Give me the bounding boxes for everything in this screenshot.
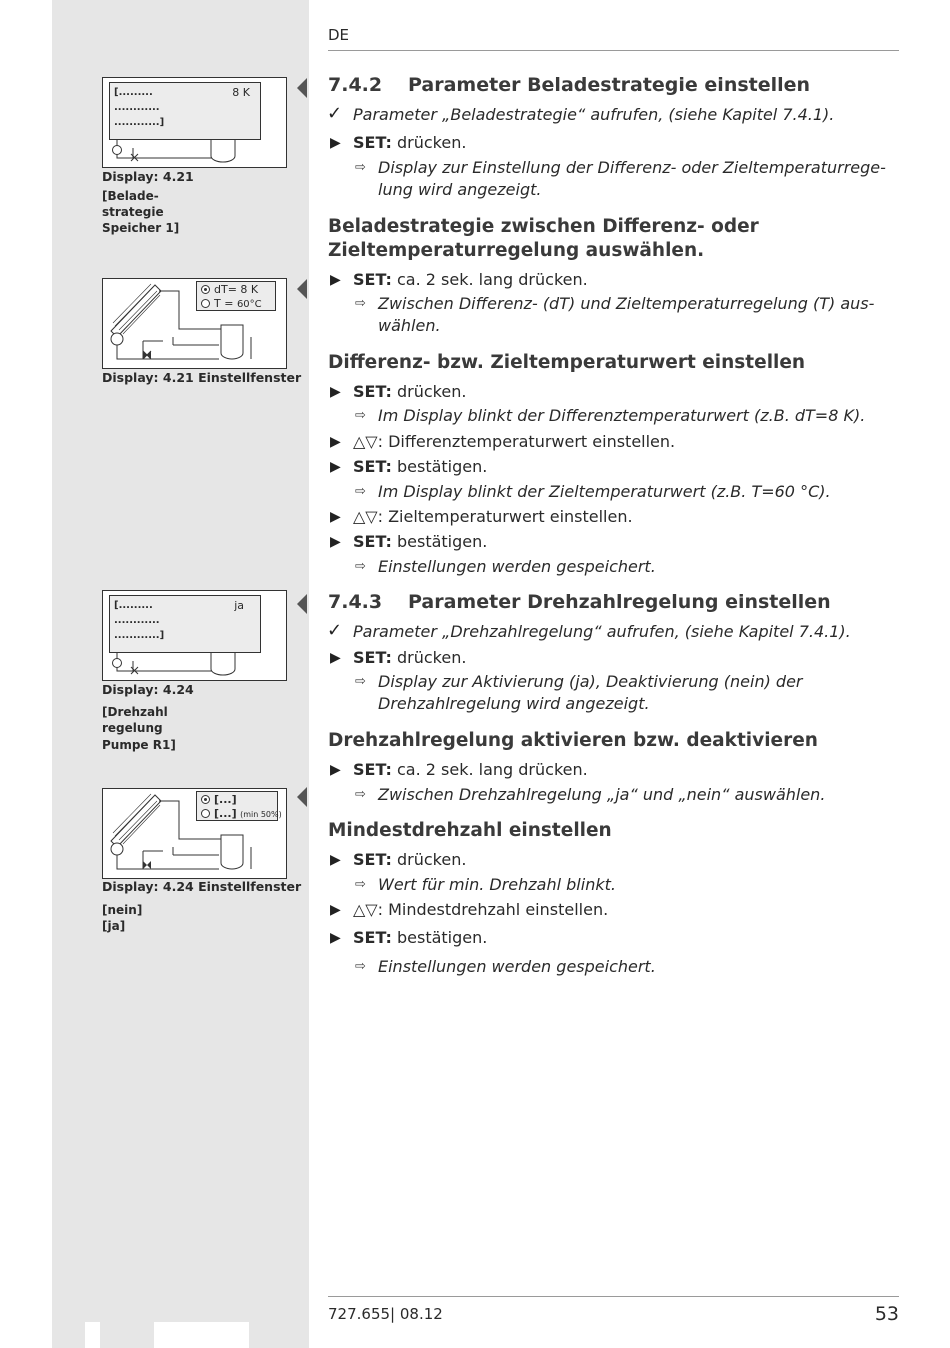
key-label: SET:: [353, 532, 392, 551]
display-4-24-settings: [102, 788, 287, 879]
pointer-arrow-icon: [297, 279, 307, 299]
step-arrow-icon: ▶: [330, 534, 341, 550]
subsection-heading: Differenz- bzw. Zieltemperaturwert einstellen: [328, 352, 806, 373]
footer-divider: [328, 1296, 899, 1297]
option-label: T =: [214, 297, 234, 310]
checkmark-icon: ✓: [327, 103, 343, 124]
document-number: 727.655| 08.12: [328, 1305, 443, 1323]
display-note-line: [Belade-: [102, 189, 159, 203]
key-label: SET:: [353, 457, 392, 476]
screen-line-3: ............]: [114, 117, 165, 128]
step-text: [353, 431, 675, 453]
subsection-heading: Mindestdrehzahl einstellen: [328, 820, 612, 841]
up-down-arrows-icon: △▽: [353, 432, 378, 451]
section-heading-7-4-2: [328, 74, 810, 96]
option-dt[interactable]: [201, 283, 258, 296]
step-arrow-icon: ▶: [330, 852, 341, 868]
step-arrow-icon: ▶: [330, 384, 341, 400]
step-description: bestätigen.: [391, 532, 488, 551]
result-arrow-icon: ⇨: [355, 559, 366, 574]
step-arrow-icon: ▶: [330, 930, 341, 946]
key-label: SET:: [353, 133, 392, 152]
option-label: dT=: [214, 283, 237, 296]
step-text: [353, 456, 487, 478]
result-text: Einstellungen werden gespeichert.: [378, 557, 656, 576]
result-text: Display zur Aktivierung (ja), Deaktivierung (nein) der Drehzahlregelung wird angezeigt.: [378, 672, 803, 713]
option-value: 60°C: [236, 299, 262, 310]
section-title: Parameter Drehzahlregelung einstellen: [408, 591, 831, 613]
screen-line-1: [.........: [114, 87, 153, 98]
key-label: SET:: [353, 850, 392, 869]
step-description: ca. 2 sek. lang drücken.: [391, 760, 588, 779]
step-arrow-icon: ▶: [330, 509, 341, 525]
subsection-heading: Drehzahlregelung aktivieren bzw. deaktivieren: [328, 730, 818, 751]
pointer-arrow-icon: [297, 78, 307, 98]
display-note-line: [ja]: [102, 919, 126, 933]
radio-unselected-icon: [201, 809, 210, 818]
option-label: [...]: [214, 807, 237, 820]
step-arrow-icon: ▶: [330, 135, 341, 151]
step-text: [353, 899, 608, 921]
step-description: drücken.: [391, 382, 467, 401]
result-arrow-icon: ⇨: [355, 160, 366, 175]
section-heading-7-4-3: [328, 591, 831, 613]
step-text: [353, 531, 487, 553]
result-arrow-icon: ⇨: [355, 296, 366, 311]
option-1[interactable]: [201, 793, 237, 806]
step-description: bestätigen.: [391, 928, 488, 947]
display-note-line: Pumpe R1]: [102, 738, 176, 752]
display-note-line: strategie: [102, 205, 164, 219]
step-text: [353, 927, 487, 949]
checkmark-icon: ✓: [327, 620, 343, 641]
option-2[interactable]: [201, 807, 282, 820]
result-arrow-icon: ⇨: [355, 877, 366, 892]
option-extra: (min 50%): [240, 810, 282, 819]
option-panel: [196, 791, 282, 821]
step-arrow-icon: ▶: [330, 434, 341, 450]
result-arrow-icon: ⇨: [355, 959, 366, 974]
display-note-line: [nein]: [102, 903, 143, 917]
display-4-24: [102, 590, 287, 681]
radio-unselected-icon: [201, 299, 210, 308]
key-label: SET:: [353, 382, 392, 401]
key-label: SET:: [353, 760, 392, 779]
section-title: Parameter Beladestrategie einstellen: [408, 74, 811, 96]
step-arrow-icon: ▶: [330, 650, 341, 666]
screen-line-2: ............: [114, 102, 160, 113]
step-arrow-icon: ▶: [330, 902, 341, 918]
screen-line-1: [.........: [114, 600, 153, 611]
result-text: Wert für min. Drehzahl blinkt.: [378, 875, 616, 894]
result-text: Im Display blinkt der Zieltemperaturwert (z.B. T=60 °C).: [378, 482, 831, 501]
step-text: [353, 759, 588, 781]
display-caption: Display: 4.24: [102, 682, 194, 697]
step-text: [353, 132, 466, 154]
step-text: [353, 647, 466, 669]
step-description: bestätigen.: [391, 457, 488, 476]
step-description: drücken.: [391, 133, 467, 152]
option-label: [...]: [214, 793, 237, 806]
screen-value: ja: [234, 599, 244, 612]
result-arrow-icon: ⇨: [355, 674, 366, 689]
page-number: 53: [874, 1303, 899, 1325]
option-value: 8 K: [240, 283, 259, 296]
result-text: Einstellungen werden gespeichert.: [378, 957, 656, 976]
display-screen: [109, 82, 261, 140]
display-screen: [109, 595, 261, 653]
display-note-line: regelung: [102, 721, 163, 735]
option-t[interactable]: [201, 297, 262, 310]
up-down-arrows-icon: △▽: [353, 900, 378, 919]
display-4-21-settings: [102, 278, 287, 369]
radio-selected-icon: [201, 285, 210, 294]
result-text: Display zur Einstellung der Differenz- oder Zieltemperaturregelung wird angezeigt.: [378, 158, 886, 199]
step-text: [353, 269, 588, 291]
footer-strip: [85, 1322, 100, 1348]
result-text: Zwischen Drehzahlregelung „ja“ und „nein“ auswählen.: [378, 785, 826, 804]
step-description: : Mindestdrehzahl einstellen.: [377, 900, 609, 919]
key-label: SET:: [353, 928, 392, 947]
step-description: drücken.: [391, 850, 467, 869]
step-arrow-icon: ▶: [330, 762, 341, 778]
screen-line-3: ............]: [114, 630, 165, 641]
step-description: drücken.: [391, 648, 467, 667]
step-description: : Differenztemperaturwert einstellen.: [377, 432, 676, 451]
display-note-line: Speicher 1]: [102, 221, 180, 235]
step-text: [353, 381, 466, 403]
step-text: [353, 849, 466, 871]
precondition-text: Parameter „Drehzahlregelung“ aufrufen, (siehe Kapitel 7.4.1).: [353, 622, 851, 641]
result-text: Im Display blinkt der Differenztemperaturwert (z.B. dT=8 K).: [378, 406, 866, 425]
result-arrow-icon: ⇨: [355, 787, 366, 802]
step-text: [353, 506, 633, 528]
display-caption: Display: 4.24 Einstellfenster: [102, 879, 302, 894]
section-number: 7.4.2: [328, 74, 383, 96]
display-4-21: [102, 77, 287, 168]
subsection-heading: Beladestrategie zwischen Differenz- oder Zieltemperaturregelung auswählen.: [328, 216, 759, 261]
section-number: 7.4.3: [328, 591, 383, 613]
step-description: ca. 2 sek. lang drücken.: [391, 270, 588, 289]
key-label: SET:: [353, 270, 392, 289]
step-arrow-icon: ▶: [330, 272, 341, 288]
radio-selected-icon: [201, 795, 210, 804]
display-caption: Display: 4.21 Einstellfenster: [102, 370, 302, 385]
header-divider: [328, 50, 899, 51]
display-note-line: [Drehzahl: [102, 705, 168, 719]
result-text: Zwischen Differenz- (dT) und Zieltemperaturregelung (T) auswählen.: [378, 294, 875, 335]
pointer-arrow-icon: [297, 787, 307, 807]
result-arrow-icon: ⇨: [355, 484, 366, 499]
language-code: DE: [328, 26, 350, 44]
step-arrow-icon: ▶: [330, 459, 341, 475]
screen-value: 8 K: [232, 86, 250, 99]
step-description: : Zieltemperaturwert einstellen.: [377, 507, 633, 526]
precondition-text: Parameter „Beladestrategie“ aufrufen, (siehe Kapitel 7.4.1).: [353, 105, 835, 124]
footer-strip: [154, 1322, 249, 1348]
key-label: SET:: [353, 648, 392, 667]
screen-line-2: ............: [114, 615, 160, 626]
display-caption: Display: 4.21: [102, 169, 194, 184]
pointer-arrow-icon: [297, 594, 307, 614]
option-panel: [196, 281, 276, 311]
result-arrow-icon: ⇨: [355, 408, 366, 423]
up-down-arrows-icon: △▽: [353, 507, 378, 526]
